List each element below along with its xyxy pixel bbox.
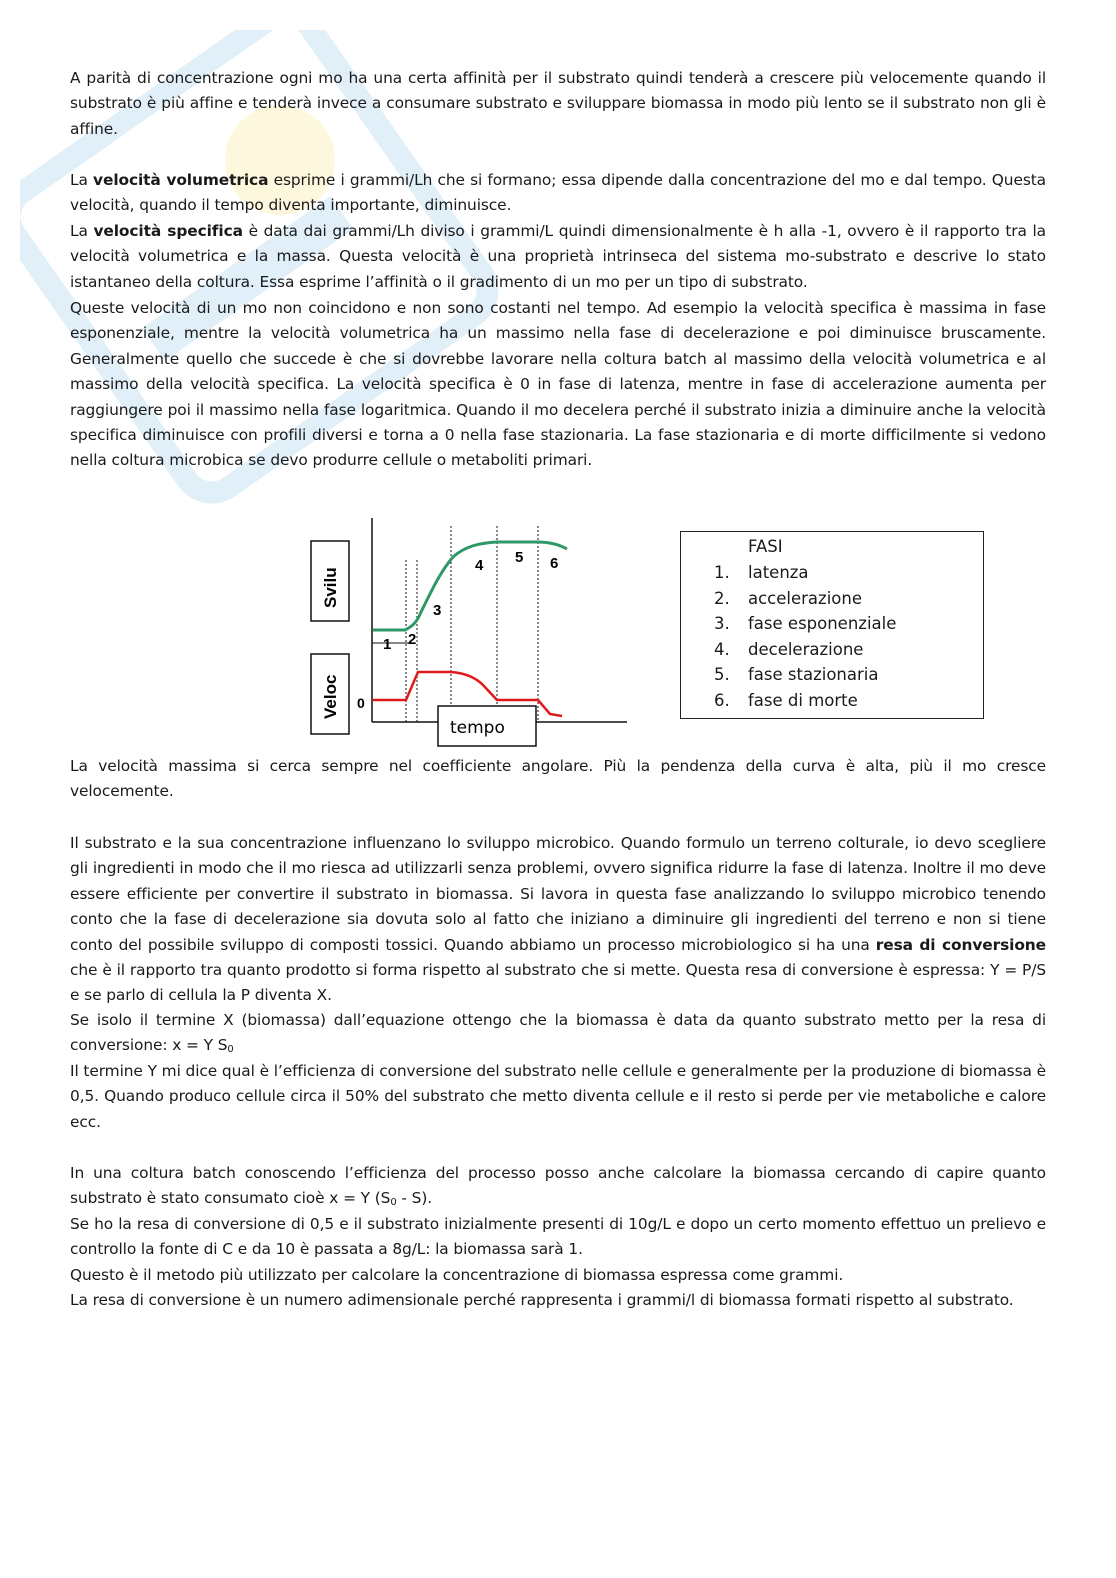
text-segment: Il substrato e la sua concentrazione influenzano lo sviluppo microbico. Quando formulo un terreno colturale, io devo scegliere gli ingredienti in modo che il mo riesca ad utilizzarli senza problemi, ovvero significa ridurre la fase di latenza. Inoltre il mo deve essere efficiente per convertire il substrato in biomassa. Si lavora in questa fase analizzando lo sviluppo microbico tenendo conto che la fase di decelerazione sia dovuta solo al fatto che iniziano a diminuire gli ingredienti del terreno e non si tiene conto del possibile sviluppo di composti tossici. Quando abbiamo un processo microbiologico si ha una [70,834,1046,954]
paragraph-batch [70,1161,1046,1212]
growth-velocity-figure [305,512,635,750]
svilu-label: Svilu [321,567,340,608]
phase-marker-3: 3 [433,602,442,619]
phase-marker-4: 4 [475,557,484,574]
subscript: 0 [390,1197,397,1209]
veloc-label: Veloc [321,674,340,719]
paragraph-example: Se ho la resa di conversione di 0,5 e il substrato inizialmente presenti di 10g/L e dopo un certo momento effettuo un prelievo e controllo la fonte di C e da 10 è passata a 8g/L: la biomassa sarà 1. [70,1215,1046,1259]
paragraph-efficiency: Il termine Y mi dice qual è l’efficienza di conversione del substrato nelle cellule e generalmente per la produzione di biomassa è 0,5. Quando produco cellule circa il 50% del substrato che metto diventa cellule e il resto si perde per vie metaboliche e calore ecc. [70,1062,1046,1131]
paragraph-biomass-formula [70,1008,1046,1059]
paragraph-affinity: A parità di concentrazione ogni mo ha una certa affinità per il substrato quindi tenderà a crescere più velocemente quando il substrato è più affine e tenderà invece a consumare substrato e sviluppare biomassa in modo più lento se il substrato non gli è affine. [70,69,1046,138]
zero-marker: 0 [357,695,365,711]
legend-item [714,688,896,714]
paragraph-velocity-phases: Queste velocità di un mo non coincidono e non sono costanti nel tempo. Ad esempio la velocità specifica è massima in fase esponenziale, mentre la velocità volumetrica ha un massimo nella fase di decelerazione e poi diminuisce bruscamente. Generalmente quello che succede è che si dovrebbe lavorare nella coltura batch al massimo della velocità volumetrica e al massimo della velocità specifica. La velocità specifica è 0 in fase di latenza, mentre in fase di accelerazione aumenta per raggiungere poi il massimo nella fase logaritmica. Quando il mo decelera perché il substrato inizia a diminuire anche la velocità specifica diminuisce con profili diversi e torna a 0 nella fase stazionaria. La fase stazionaria e di morte difficilmente si vedono nella coltura microbica se devo produrre cellule o metaboliti primari. [70,299,1046,470]
text-segment: che è il rapporto tra quanto prodotto si forma rispetto al substrato che si mette. Questa resa di conversione è espressa: Y = P/S e se parlo di cellula la P diventa X. [70,961,1046,1005]
paragraph-volumetric-velocity [70,168,1046,219]
legend-item [714,662,896,688]
legend-item-label: accelerazione [748,588,862,608]
paragraph-method: Questo è il metodo più utilizzato per calcolare la concentrazione di biomassa espressa come grammi. [70,1266,844,1284]
legend-item-number: 6. [714,690,730,710]
paragraph-substrate [70,831,1046,1009]
text-segment: La [70,222,94,240]
paragraph-max-velocity: La velocità massima si cerca sempre nel coefficiente angolare. Più la pendenza della curva è alta, più il mo cresce velocemente. [70,757,1046,801]
term-velocita-specifica: velocità specifica [93,222,243,240]
term-resa-di-conversione: resa di conversione [875,935,1046,954]
legend-item [714,560,896,586]
legend-item-label: latenza [748,563,809,582]
paragraph-specific-velocity [70,219,1046,295]
legend-item-number: 5. [714,665,730,684]
legend-item [714,586,896,612]
paragraph-dimensionless: La resa di conversione è un numero adimensionale perché rappresenta i grammi/l di biomassa formati rispetto al substrato. [70,1291,1014,1309]
legend-item-label: fase stazionaria [748,665,879,684]
text-segment: In una coltura batch conoscendo l’efficienza del processo posso anche calcolare la biomassa cercando di capire quanto substrato è stato consumato cioè x = Y (S [70,1164,1046,1208]
phase-marker-6: 6 [550,555,559,572]
legend-list [714,560,896,713]
phases-legend [680,531,984,719]
legend-item-label: fase esponenziale [748,614,897,633]
term-velocita-volumetrica: velocità volumetrica [93,171,269,189]
legend-item-number: 2. [714,588,730,608]
tempo-label: tempo [450,718,505,738]
legend-item [714,611,896,637]
legend-item-number: 3. [714,614,730,633]
text-segment: La [70,171,94,189]
legend-item-label: fase di morte [748,690,858,710]
text-segment: è data dai grammi/Lh diviso i grammi/L quindi dimensionalmente è h alla -1, ovvero è il rapporto tra la velocità volumetrica e la massa. Questa velocità è una proprietà intrinseca del sistema mo-substrato e descrive lo stato istantaneo della coltura. Essa esprime l’affinità o il gradimento di un mo per un tipo di substrato. [70,222,1046,291]
legend-item-number: 1. [714,563,730,582]
phase-marker-2: 2 [408,631,417,648]
legend-title: FASI [748,537,783,556]
text-segment: Se isolo il termine X (biomassa) dall’equazione ottengo che la biomassa è data da quanto substrato metto per la resa di conversione: x = Y S [70,1011,1046,1055]
text-segment: - S). [396,1189,433,1208]
subscript: 0 [227,1044,234,1056]
phase-marker-1: 1 [383,636,392,653]
legend-item [714,637,896,663]
phase-marker-5: 5 [515,549,524,566]
legend-item-label: decelerazione [748,639,864,659]
text-segment: esprime i grammi/Lh che si formano; essa dipende dalla concentrazione del mo e dal tempo. Questa velocità, quando il tempo diventa importante, diminuisce. [70,171,1046,215]
legend-item-number: 4. [714,639,730,659]
